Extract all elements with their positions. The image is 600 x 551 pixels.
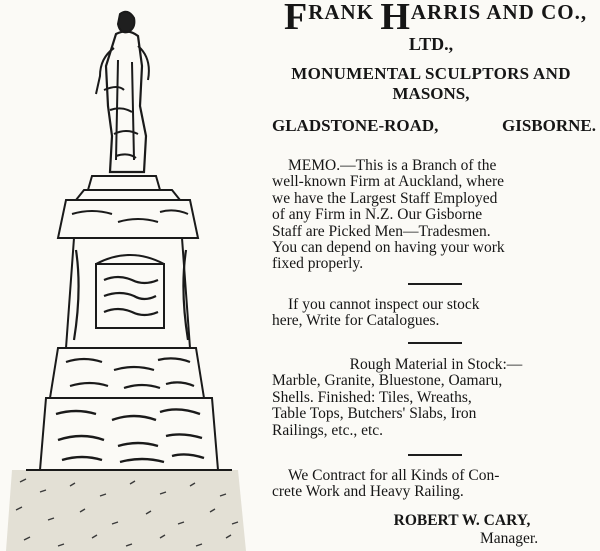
inspect-paragraph [272,297,600,330]
inspect-line: If you cannot inspect our stock [288,296,480,313]
firm-name-part: ARRIS AND [410,0,542,24]
memo-paragraph [272,158,600,273]
divider-rule [408,454,462,456]
signature-title: Manager. [480,530,539,547]
signature-name: ROBERT W. CARY, [393,512,531,529]
contract-line: crete Work and Heavy Railing. [272,483,464,501]
firm-name [284,0,600,36]
contract-line: We Contract for all Kinds of Con- [288,467,500,484]
memo-line: of any Firm in N.Z. Our Gisborne [272,206,483,224]
contract-paragraph [272,468,600,501]
memo-line: MEMO.—This is a Branch of the [288,157,497,174]
memo-line: fixed properly. [272,255,364,273]
address-street: GLADSTONE-ROAD, [272,116,439,135]
rough-line: Railings, etc., etc. [272,421,384,439]
rough-heading: Rough Material in Stock:— [349,356,523,373]
monument-illustration [0,0,262,551]
firm-name-co: CO., [541,0,588,24]
divider-rule [408,283,462,285]
rough-line: Table Tops, Butchers' Slabs, Iron [272,405,477,423]
address-city: GISBORNE. [502,116,596,135]
divider-rule [408,342,462,344]
advertisement-text [262,0,600,551]
address [272,116,600,136]
memo-line: You can depend on having your work [272,239,505,257]
memo-line: Staff are Picked Men—Tradesmen. [272,222,491,240]
firm-initial-h: H [380,0,411,38]
memo-line: well-known Firm at Auckland, where [272,173,505,191]
firm-initial-f: F [284,0,309,38]
firm-name-part: RANK [308,0,381,24]
business-line-1: MONUMENTAL SCULPTORS AND [291,64,571,83]
rough-line: Marble, Granite, Bluestone, Oamaru, [272,372,503,390]
memo-line: we have the Largest Staff Employed [272,189,498,207]
inspect-line: here, Write for Catalogues. [272,312,440,330]
business-line-2: MASONS, [392,84,470,103]
firm-ltd: LTD., [408,34,454,54]
rough-material-paragraph [272,357,600,439]
rough-line: Shells. Finished: Tiles, Wreaths, [272,388,472,406]
